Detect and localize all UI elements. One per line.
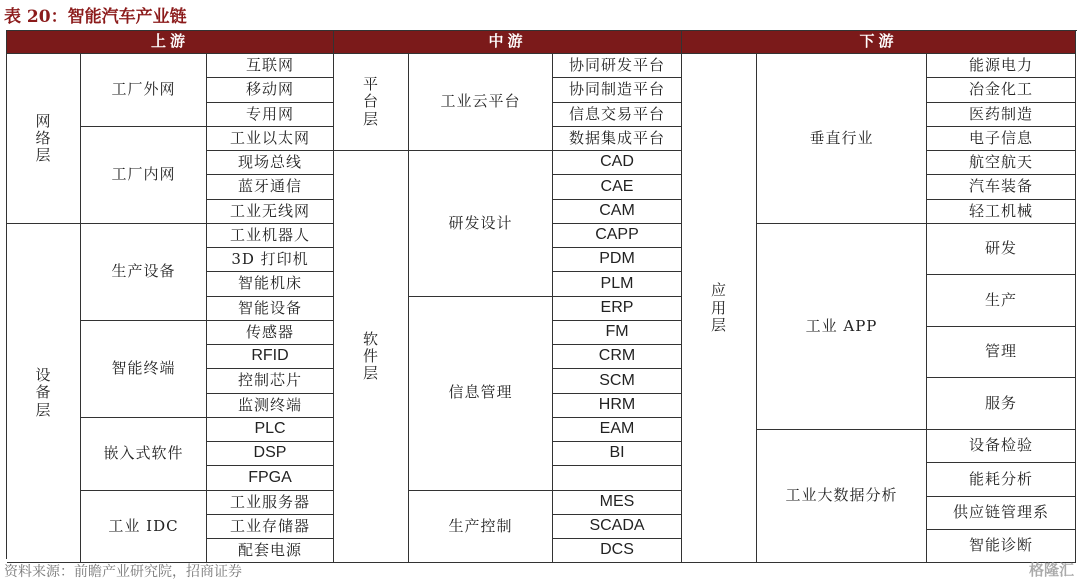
bigdata-item: 能耗分析 xyxy=(927,463,1076,496)
midstream-item: 信息交易平台 xyxy=(553,103,682,127)
factory-internal: 工厂内网 xyxy=(81,127,207,224)
midstream-item: CAPP xyxy=(553,224,682,248)
upstream-item: 现场总线 xyxy=(207,151,334,175)
industrial-idc: 工业 IDC xyxy=(81,491,207,564)
midstream-item: 协同制造平台 xyxy=(553,78,682,102)
upstream-item: 专用网 xyxy=(207,103,334,127)
smart-terminal: 智能终端 xyxy=(81,321,207,418)
vertical-industry: 垂直行业 xyxy=(757,54,927,224)
source-note: 资料来源：前瞻产业研究院，招商证券 xyxy=(4,564,242,580)
midstream-item: PDM xyxy=(553,248,682,272)
upstream-item: 工业存储器 xyxy=(207,515,334,539)
midstream-item: CAM xyxy=(553,200,682,224)
vertical-item: 冶金化工 xyxy=(927,78,1076,102)
industrial-app: 工业 APP xyxy=(757,224,927,430)
vertical-item: 轻工机械 xyxy=(927,200,1076,224)
application-layer: 应 用 层 xyxy=(682,54,757,563)
upstream-item: 工业以太网 xyxy=(207,127,334,151)
upstream-item: FPGA xyxy=(207,466,334,490)
upstream-item: 智能机床 xyxy=(207,272,334,296)
midstream-item: DCS xyxy=(553,539,682,563)
app-item: 研发 xyxy=(927,224,1076,276)
upstream-item: 控制芯片 xyxy=(207,369,334,393)
header-upstream: 上游 xyxy=(7,31,334,54)
vertical-item: 电子信息 xyxy=(927,127,1076,151)
midstream-item: CAD xyxy=(553,151,682,175)
midstream-item: HRM xyxy=(553,394,682,418)
midstream-item: PLM xyxy=(553,272,682,296)
midstream-item: 数据集成平台 xyxy=(553,127,682,151)
midstream-item: SCM xyxy=(553,369,682,393)
upstream-item: DSP xyxy=(207,442,334,466)
vertical-item: 汽车装备 xyxy=(927,175,1076,199)
midstream-item: ERP xyxy=(553,297,682,321)
upstream-item: 工业无线网 xyxy=(207,200,334,224)
upstream-item: 互联网 xyxy=(207,54,334,78)
bigdata-item: 智能诊断 xyxy=(927,530,1076,563)
factory-external: 工厂外网 xyxy=(81,54,207,127)
upstream-item: 工业机器人 xyxy=(207,224,334,248)
midstream-item: 协同研发平台 xyxy=(553,54,682,78)
software-layer: 软 件 层 xyxy=(334,151,409,563)
upstream-item: PLC xyxy=(207,418,334,442)
midstream-item xyxy=(553,466,682,490)
header-midstream: 中游 xyxy=(334,31,682,54)
midstream-item: MES xyxy=(553,491,682,515)
midstream-item: SCADA xyxy=(553,515,682,539)
upstream-item: 智能设备 xyxy=(207,297,334,321)
app-item: 服务 xyxy=(927,378,1076,430)
app-item: 管理 xyxy=(927,327,1076,379)
app-item: 生产 xyxy=(927,275,1076,327)
production-equipment: 生产设备 xyxy=(81,224,207,321)
platform-layer: 平 台 层 xyxy=(334,54,409,151)
table-title: 表 20：智能汽车产业链 xyxy=(4,7,187,27)
midstream-item: BI xyxy=(553,442,682,466)
upstream-item: 3D 打印机 xyxy=(207,248,334,272)
watermark: 格隆汇 xyxy=(1028,562,1074,579)
device-layer: 设 备 层 xyxy=(7,224,81,564)
industry-chain-table xyxy=(6,30,1077,559)
upstream-item: 工业服务器 xyxy=(207,491,334,515)
info-management: 信息管理 xyxy=(409,297,553,491)
bigdata-item: 供应链管理系 xyxy=(927,497,1076,530)
rd-design: 研发设计 xyxy=(409,151,553,297)
embedded-software: 嵌入式软件 xyxy=(81,418,207,491)
vertical-item: 能源电力 xyxy=(927,54,1076,78)
midstream-item: EAM xyxy=(553,418,682,442)
midstream-item: CRM xyxy=(553,345,682,369)
upstream-item: 蓝牙通信 xyxy=(207,175,334,199)
midstream-item: FM xyxy=(553,321,682,345)
upstream-item: 移动网 xyxy=(207,78,334,102)
vertical-item: 医药制造 xyxy=(927,103,1076,127)
upstream-item: 传感器 xyxy=(207,321,334,345)
vertical-item: 航空航天 xyxy=(927,151,1076,175)
production-control: 生产控制 xyxy=(409,491,553,564)
upstream-item: 监测终端 xyxy=(207,394,334,418)
upstream-item: RFID xyxy=(207,345,334,369)
midstream-item: CAE xyxy=(553,175,682,199)
network-layer: 网 络 层 xyxy=(7,54,81,224)
upstream-item: 配套电源 xyxy=(207,539,334,563)
big-data-analysis: 工业大数据分析 xyxy=(757,430,927,563)
bigdata-item: 设备检验 xyxy=(927,430,1076,463)
header-downstream: 下游 xyxy=(682,31,1076,54)
industrial-cloud: 工业云平台 xyxy=(409,54,553,151)
